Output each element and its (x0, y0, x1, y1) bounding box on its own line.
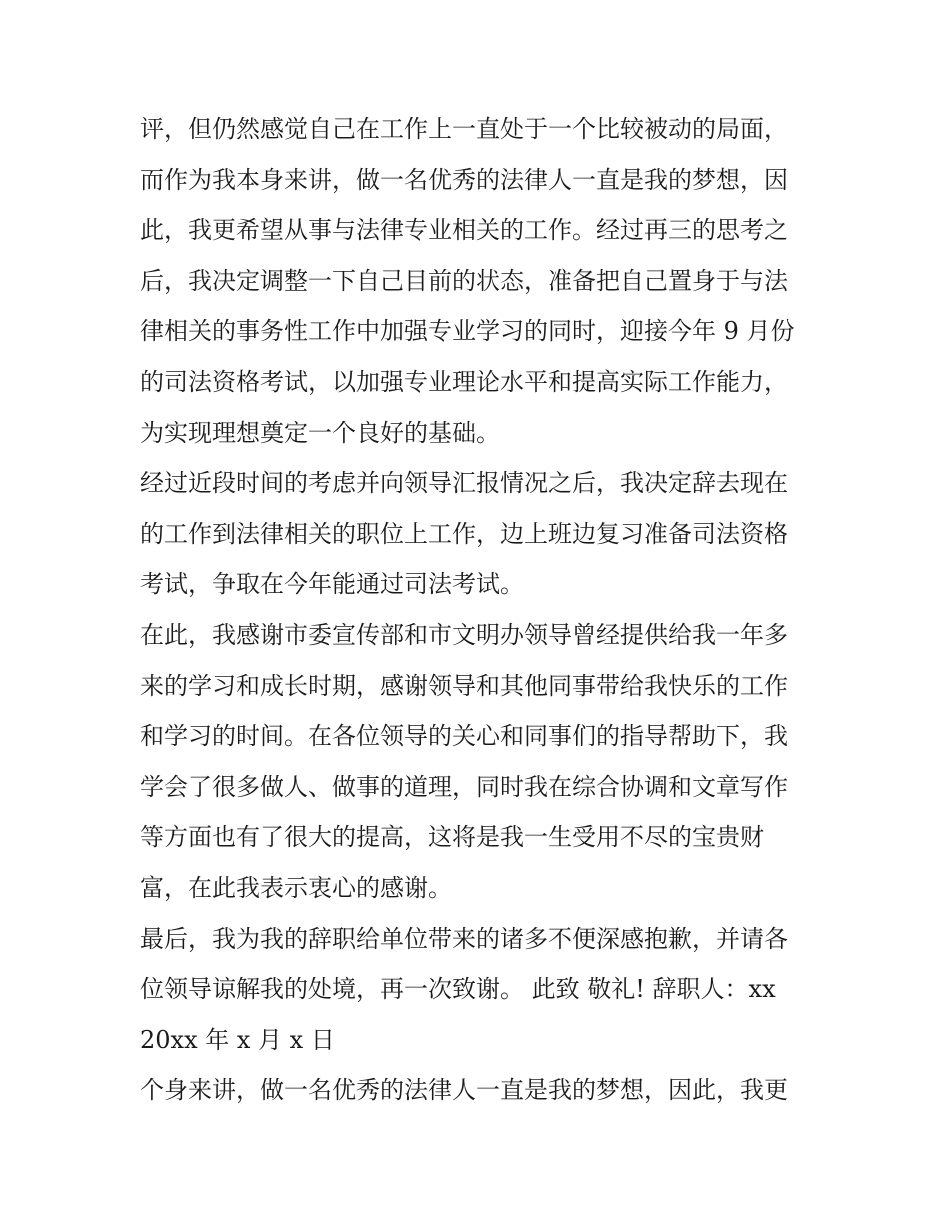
text-line: 的工作到法律相关的职位上工作，边上班边复习准备司法资格 (140, 519, 788, 548)
text-line: 最后，我为我的辞职给单位带来的诸多不便深感抱歉，并请各 (140, 924, 788, 953)
text-line: 位领导谅解我的处境，再一次致谢。 此致 敬礼! 辞职人：xx (140, 975, 776, 1004)
text-line: 等方面也有了很大的提高，这将是我一生受用不尽的宝贵财 (140, 823, 764, 852)
text-line: 经过近段时间的考虑并向领导汇报情况之后，我决定辞去现在 (140, 469, 788, 498)
text-line: 个身来讲，做一名优秀的法律人一直是我的梦想，因此，我更 (140, 1076, 788, 1105)
date-line: 20xx 年 x 月 x 日 (140, 1025, 335, 1054)
text-line: 学会了很多做人、做事的道理，同时我在综合协调和文章写作 (140, 772, 788, 801)
resignation-letter-text (140, 104, 820, 1116)
text-line: 而作为我本身来讲，做一名优秀的法律人一直是我的梦想，因 (140, 165, 788, 194)
text-line: 富，在此我表示衷心的感谢。 (140, 873, 452, 902)
text-line: 律相关的事务性工作中加强专业学习的同时，迎接今年 9 月份 (140, 317, 795, 346)
text-line: 为实现理想奠定一个良好的基础。 (140, 418, 500, 447)
text-line: 评，但仍然感觉自己在工作上一直处于一个比较被动的局面， (140, 115, 788, 143)
text-line: 在此，我感谢市委宣传部和市文明办领导曾经提供给我一年多 (140, 620, 788, 649)
text-line: 来的学习和成长时期，感谢领导和其他同事带给我快乐的工作 (140, 671, 788, 700)
text-line: 的司法资格考试，以加强专业理论水平和提高实际工作能力， (140, 367, 788, 396)
text-line: 考试，争取在今年能通过司法考试。 (140, 570, 524, 599)
text-line: 此，我更希望从事与法律专业相关的工作。经过再三的思考之 (140, 216, 788, 245)
text-line: 后，我决定调整一下自己目前的状态，准备把自己置身于与法 (140, 266, 788, 295)
text-line: 和学习的时间。在各位领导的关心和同事们的指导帮助下，我 (140, 722, 788, 751)
